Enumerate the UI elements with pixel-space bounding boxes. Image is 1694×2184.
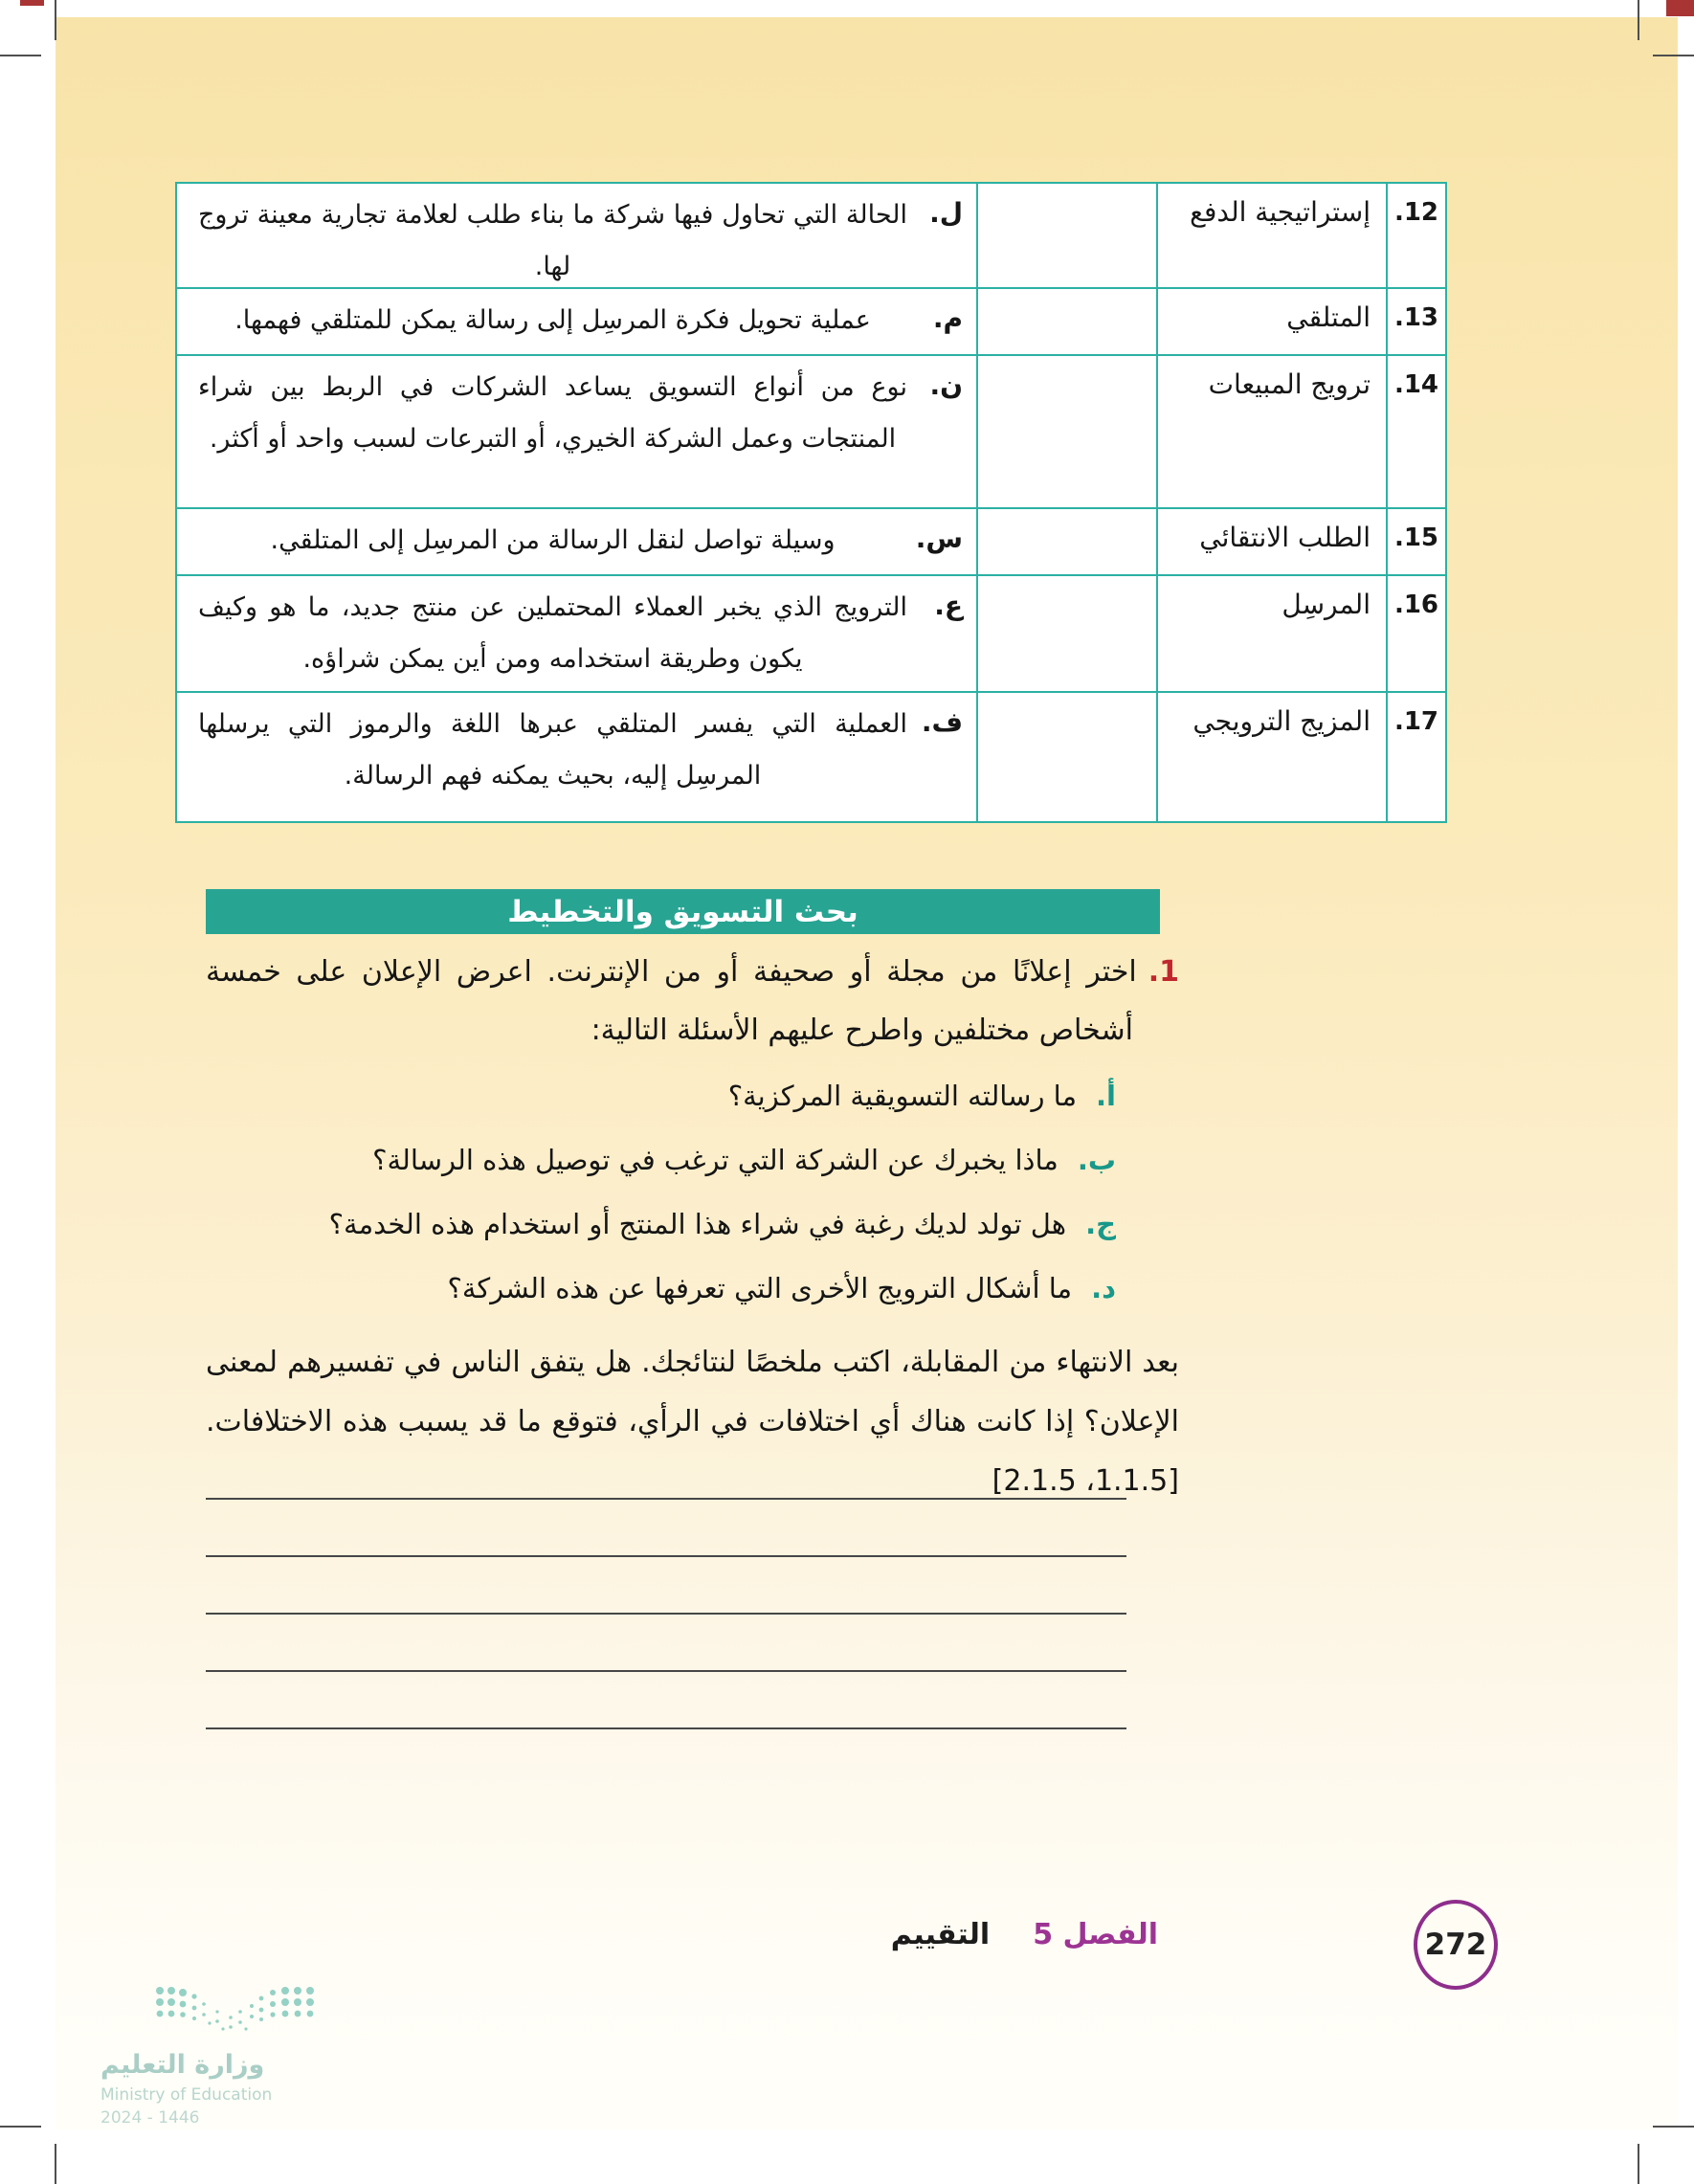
print-color-mark (1666, 0, 1694, 16)
definition-cell (177, 289, 976, 354)
section-banner (206, 889, 1160, 934)
row-number: 14. (1386, 356, 1445, 507)
definition-letter: س. (915, 523, 963, 554)
logo-arabic-text: وزارة التعليم (100, 2050, 265, 2080)
table-row (177, 356, 1445, 509)
question-list (206, 1077, 1179, 1308)
question-letter: ب. (1077, 1144, 1116, 1176)
table-row (177, 576, 1445, 693)
list-item (206, 1205, 1116, 1244)
list-item (206, 1141, 1116, 1180)
answer-line (206, 1615, 1126, 1672)
exercise-closing-paragraph: بعد الانتهاء من المقابلة، اكتب ملخصًا لنتائجك. هل يتفق الناس في تفسيرهم لمعنى الإعلان؟ إذا كانت هناك أي اختلافات في الرأي، فتوقع ما قد يسبب هذه الاختلافات. [1.1.5، 2.1.5] (206, 1346, 1179, 1498)
answer-blank-cell (976, 356, 1156, 507)
table-row (177, 693, 1445, 821)
definition-text: العملية التي يفسر المتلقي عبرها اللغة والرموز التي يرسلها المرسِل إليه، بحيث يمكنه فهم الرسالة. (198, 709, 907, 791)
exercise-intro (206, 943, 1179, 1059)
crop-mark (0, 2126, 41, 2128)
definition-text: عملية تحويل فكرة المرسِل إلى رسالة يمكن للمتلقي فهمها. (234, 305, 871, 335)
logo-years-text: 2024 - 1446 (100, 2108, 200, 2128)
answer-lines (206, 1442, 1126, 1729)
row-number: 15. (1386, 509, 1445, 574)
exercise-block (206, 943, 1179, 1511)
definition-letter: ن. (929, 369, 963, 401)
crop-mark (55, 0, 56, 40)
definition-letter: ف. (921, 706, 963, 738)
crop-mark (1638, 2144, 1639, 2184)
logo-dots-icon (154, 1983, 317, 2037)
table-row (177, 509, 1445, 576)
answer-blank-cell (976, 693, 1156, 821)
ministry-of-education-logo (91, 1983, 359, 2128)
answer-line (206, 1557, 1126, 1615)
print-color-mark (20, 0, 44, 6)
term-cell: الطلب الانتقائي (1156, 509, 1386, 574)
definition-cell (177, 693, 976, 821)
row-number: 12. (1386, 184, 1445, 287)
crop-mark (0, 55, 41, 56)
definition-text: الترويج الذي يخبر العملاء المحتملين عن منتج جديد، ما هو وكيف يكون وطريقة استخدامه ومن أين يمكن شراؤه. (198, 592, 907, 674)
crop-mark (1653, 2126, 1694, 2128)
definition-text: نوع من أنواع التسويق يساعد الشركات في الربط بين شراء المنتجات وعمل الشركة الخيري، أو التبرعات لسبب واحد أو أكثر. (198, 372, 907, 454)
crop-mark (1638, 0, 1639, 40)
table-row (177, 184, 1445, 289)
row-number: 17. (1386, 693, 1445, 821)
answer-blank-cell (976, 509, 1156, 574)
exercise-number: 1. (1148, 955, 1179, 989)
term-cell: إستراتيجية الدفع (1156, 184, 1386, 287)
answer-blank-cell (976, 289, 1156, 354)
answer-blank-cell (976, 576, 1156, 691)
table-row (177, 289, 1445, 356)
definition-letter: ع. (934, 590, 963, 621)
page-number: 272 (1424, 1928, 1487, 1962)
definition-letter: م. (932, 302, 963, 334)
crop-mark (1653, 55, 1694, 56)
term-cell: ترويج المبيعات (1156, 356, 1386, 507)
answer-blank-cell (976, 184, 1156, 287)
definition-cell (177, 509, 976, 574)
list-item (206, 1269, 1116, 1308)
answer-line (206, 1442, 1126, 1500)
definition-text: وسيلة تواصل لنقل الرسالة من المرسِل إلى المتلقي. (270, 525, 836, 555)
definition-cell (177, 184, 976, 287)
row-number: 16. (1386, 576, 1445, 691)
exercise-intro-text: اختر إعلانًا من مجلة أو صحيفة أو من الإنترنت. اعرض الإعلان على خمسة أشخاص مختلفين واطرح عليهم الأسئلة التالية: (206, 955, 1137, 1047)
chapter-label: الفصل 5 (1033, 1918, 1158, 1951)
term-cell: المزيج الترويجي (1156, 693, 1386, 821)
question-text: ماذا يخبرك عن الشركة التي ترغب في توصيل هذه الرسالة؟ (372, 1144, 1059, 1176)
logo-english-text: Ministry of Education (100, 2085, 273, 2105)
definition-cell (177, 576, 976, 691)
definition-letter: ل. (929, 197, 963, 229)
question-letter: ج. (1085, 1208, 1116, 1240)
section-label: التقييم (890, 1918, 991, 1951)
definition-text: الحالة التي تحاول فيها شركة ما بناء طلب لعلامة تجارية معينة تروج لها. (198, 200, 907, 281)
row-number: 13. (1386, 289, 1445, 354)
answer-line (206, 1500, 1126, 1557)
question-text: ما أشكال الترويج الأخرى التي تعرفها عن هذه الشركة؟ (447, 1272, 1073, 1304)
crop-mark (55, 2144, 56, 2184)
footer-breadcrumb (891, 1918, 1158, 1951)
term-cell: المرسِل (1156, 576, 1386, 691)
matching-table (175, 182, 1447, 823)
answer-line (206, 1672, 1126, 1729)
section-banner-title: بحث التسويق والتخطيط (507, 894, 858, 929)
question-text: هل تولد لديك رغبة في شراء هذا المنتج أو استخدام هذه الخدمة؟ (328, 1208, 1067, 1240)
definition-cell (177, 356, 976, 507)
question-letter: أ. (1096, 1080, 1116, 1112)
page-number-badge (1414, 1900, 1498, 1990)
list-item (206, 1077, 1116, 1116)
question-text: ما رسالته التسويقية المركزية؟ (727, 1080, 1078, 1112)
question-letter: د. (1091, 1272, 1116, 1304)
term-cell: المتلقي (1156, 289, 1386, 354)
